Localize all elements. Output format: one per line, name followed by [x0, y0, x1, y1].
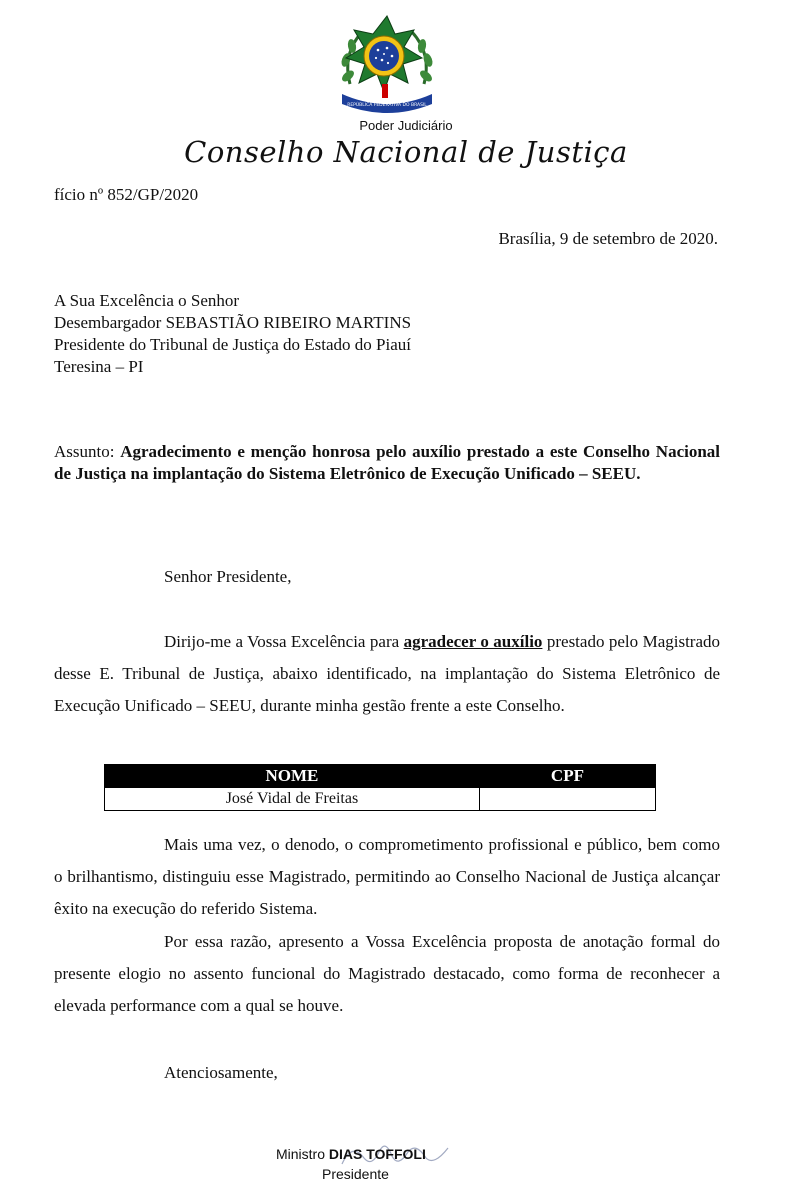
magistrate-table	[104, 764, 656, 811]
table-row	[105, 788, 656, 811]
subject-block	[54, 441, 720, 485]
para1-highlight: agradecer o auxílio	[403, 632, 543, 651]
cell-cpf	[479, 788, 655, 811]
para3-text: Por essa razão, apresento a Vossa Excelência proposta de anotação formal do presente elogio no assento funcional do Magistrado destacado, como forma de reconhecer a elevada performance com a qual se houve.	[54, 932, 720, 1015]
signature-name: DIAS TOFFOLI	[328, 1146, 426, 1162]
judiciary-label: Poder Judiciário	[359, 118, 453, 133]
subject-text: Agradecimento e menção honrosa pelo auxílio prestado a este Conselho Nacional de Justiça na implantação do Sistema Eletrônico de Execução Unificado – SEEU.	[54, 442, 721, 483]
column-header-cpf: CPF	[479, 765, 655, 788]
signature-name-line	[276, 1146, 426, 1162]
signature-title: Presidente	[322, 1166, 389, 1182]
subject-label: Assunto:	[54, 442, 115, 461]
para1-before: Dirijo-me a Vossa Excelência para	[164, 632, 404, 651]
svg-text:REPÚBLICA FEDERATIVA DO BRASIL: REPÚBLICA FEDERATIVA DO BRASIL	[347, 103, 427, 108]
addressee-block	[54, 290, 411, 378]
paragraph-1	[54, 626, 720, 722]
council-name: Conselho Nacional de Justiça	[184, 135, 628, 169]
place-date: Brasília, 9 de setembro de 2020.	[498, 229, 718, 248]
signature-prefix: Ministro	[276, 1146, 329, 1162]
addressee-line: A Sua Excelência o Senhor	[54, 291, 240, 310]
paragraph-3	[54, 926, 720, 1022]
addressee-line: Desembargador SEBASTIÃO RIBEIRO MARTINS	[54, 313, 412, 332]
cell-nome: José Vidal de Freitas	[105, 788, 480, 811]
oficio-number: fício nº 852/GP/2020	[54, 185, 199, 204]
column-header-nome: NOME	[105, 765, 480, 788]
paragraph-2	[54, 829, 720, 925]
salutation: Senhor Presidente,	[164, 567, 292, 586]
closing: Atenciosamente,	[164, 1063, 278, 1082]
para2-text: Mais uma vez, o denodo, o comprometimento profissional e público, bem como o brilhantismo, distinguiu esse Magistrado, permitindo ao Conselho Nacional de Justiça alcançar êxito na execução do referido Sistema.	[54, 835, 720, 918]
para1-after: prestado pelo Magistrado desse E. Tribunal de Justiça, abaixo identificado, na implantação do Sistema Eletrônico de Execução Unificado – SEEU, durante minha gestão frente a este Conselho.	[54, 632, 721, 715]
coat-of-arms-emblem	[332, 14, 442, 118]
table-header-row	[105, 765, 656, 788]
addressee-line: Presidente do Tribunal de Justiça do Estado do Piauí	[54, 335, 411, 354]
addressee-line: Teresina – PI	[54, 357, 144, 376]
